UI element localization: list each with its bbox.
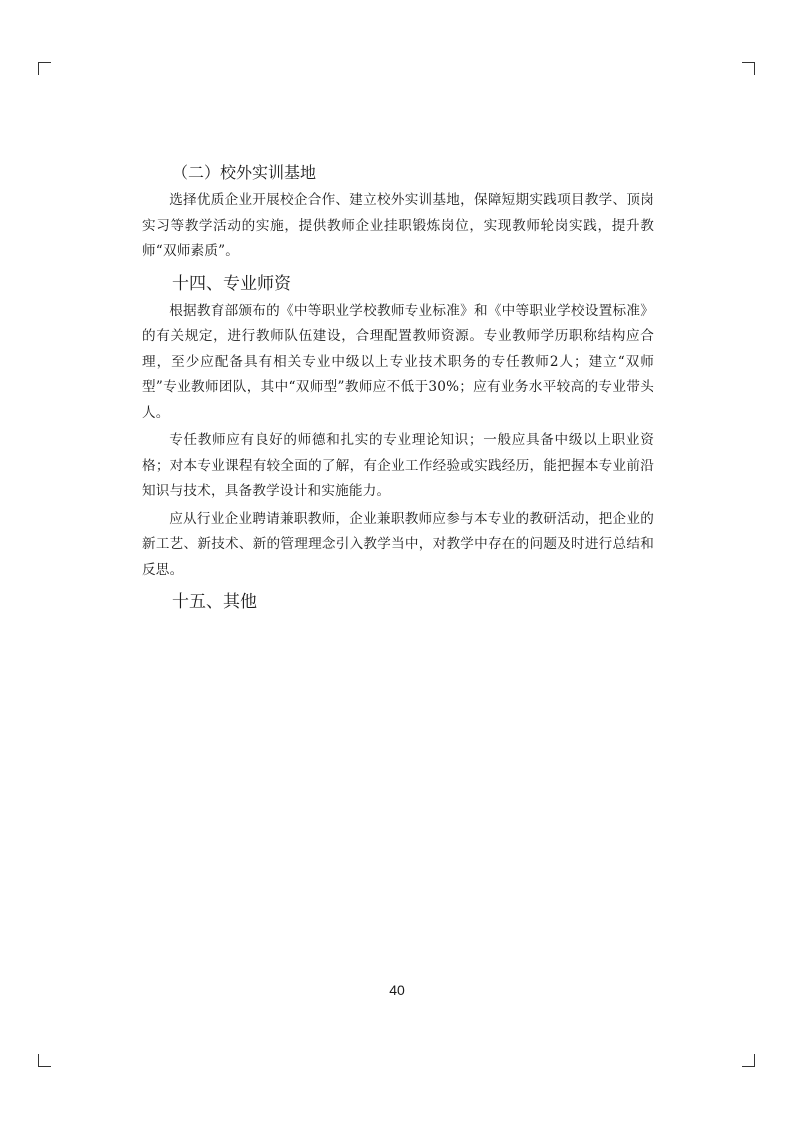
paragraph-faculty-1: 根据教育部颁布的《中等职业学校教师专业标准》和《中等职业学校设置标准》的有关规定，进行教师队伍建设，合理配置教师资源。专业教师学历职称结构应合理，至少应配备具有相关专业中级以上专业技术职务的专任教师2人；建立“双师型”专业教师团队，其中“双师型”教师应不低于30%；应有业务水平较高的专业带头人。 [142, 302, 654, 421]
section-heading-other: 十五、其他 [172, 592, 257, 612]
paragraph-faculty-3: 应从行业企业聘请兼职教师，企业兼职教师应参与本专业的教研活动，把企业的新工艺、新技术、新的管理理念引入教学当中，对教学中存在的问题及时进行总结和反思。 [142, 510, 654, 578]
page-number: 40 [389, 982, 405, 998]
page-content [142, 160, 654, 617]
crop-mark-bottom-left [38, 1054, 51, 1067]
subsection-heading-off-campus: （二）校外实训基地 [172, 163, 317, 182]
crop-mark-bottom-right [742, 1054, 755, 1067]
paragraph-faculty-2: 专任教师应有良好的师德和扎实的专业理论知识；一般应具备中级以上职业资格；对本专业课程有较全面的了解，有企业工作经验或实践经历，能把握本专业前沿知识与技术，具备教学设计和实施能力。 [142, 432, 654, 499]
section-heading-faculty: 十四、专业师资 [172, 273, 291, 294]
crop-mark-top-left [38, 62, 51, 75]
crop-mark-top-right [742, 62, 755, 75]
paragraph-off-campus: 选择优质企业开展校企合作、建立校外实训基地，保障短期实践项目教学、顶岗实习等教学活动的实施，提供教师企业挂职锻炼岗位，实现教师轮岗实践，提升教师“双师素质”。 [142, 192, 654, 259]
